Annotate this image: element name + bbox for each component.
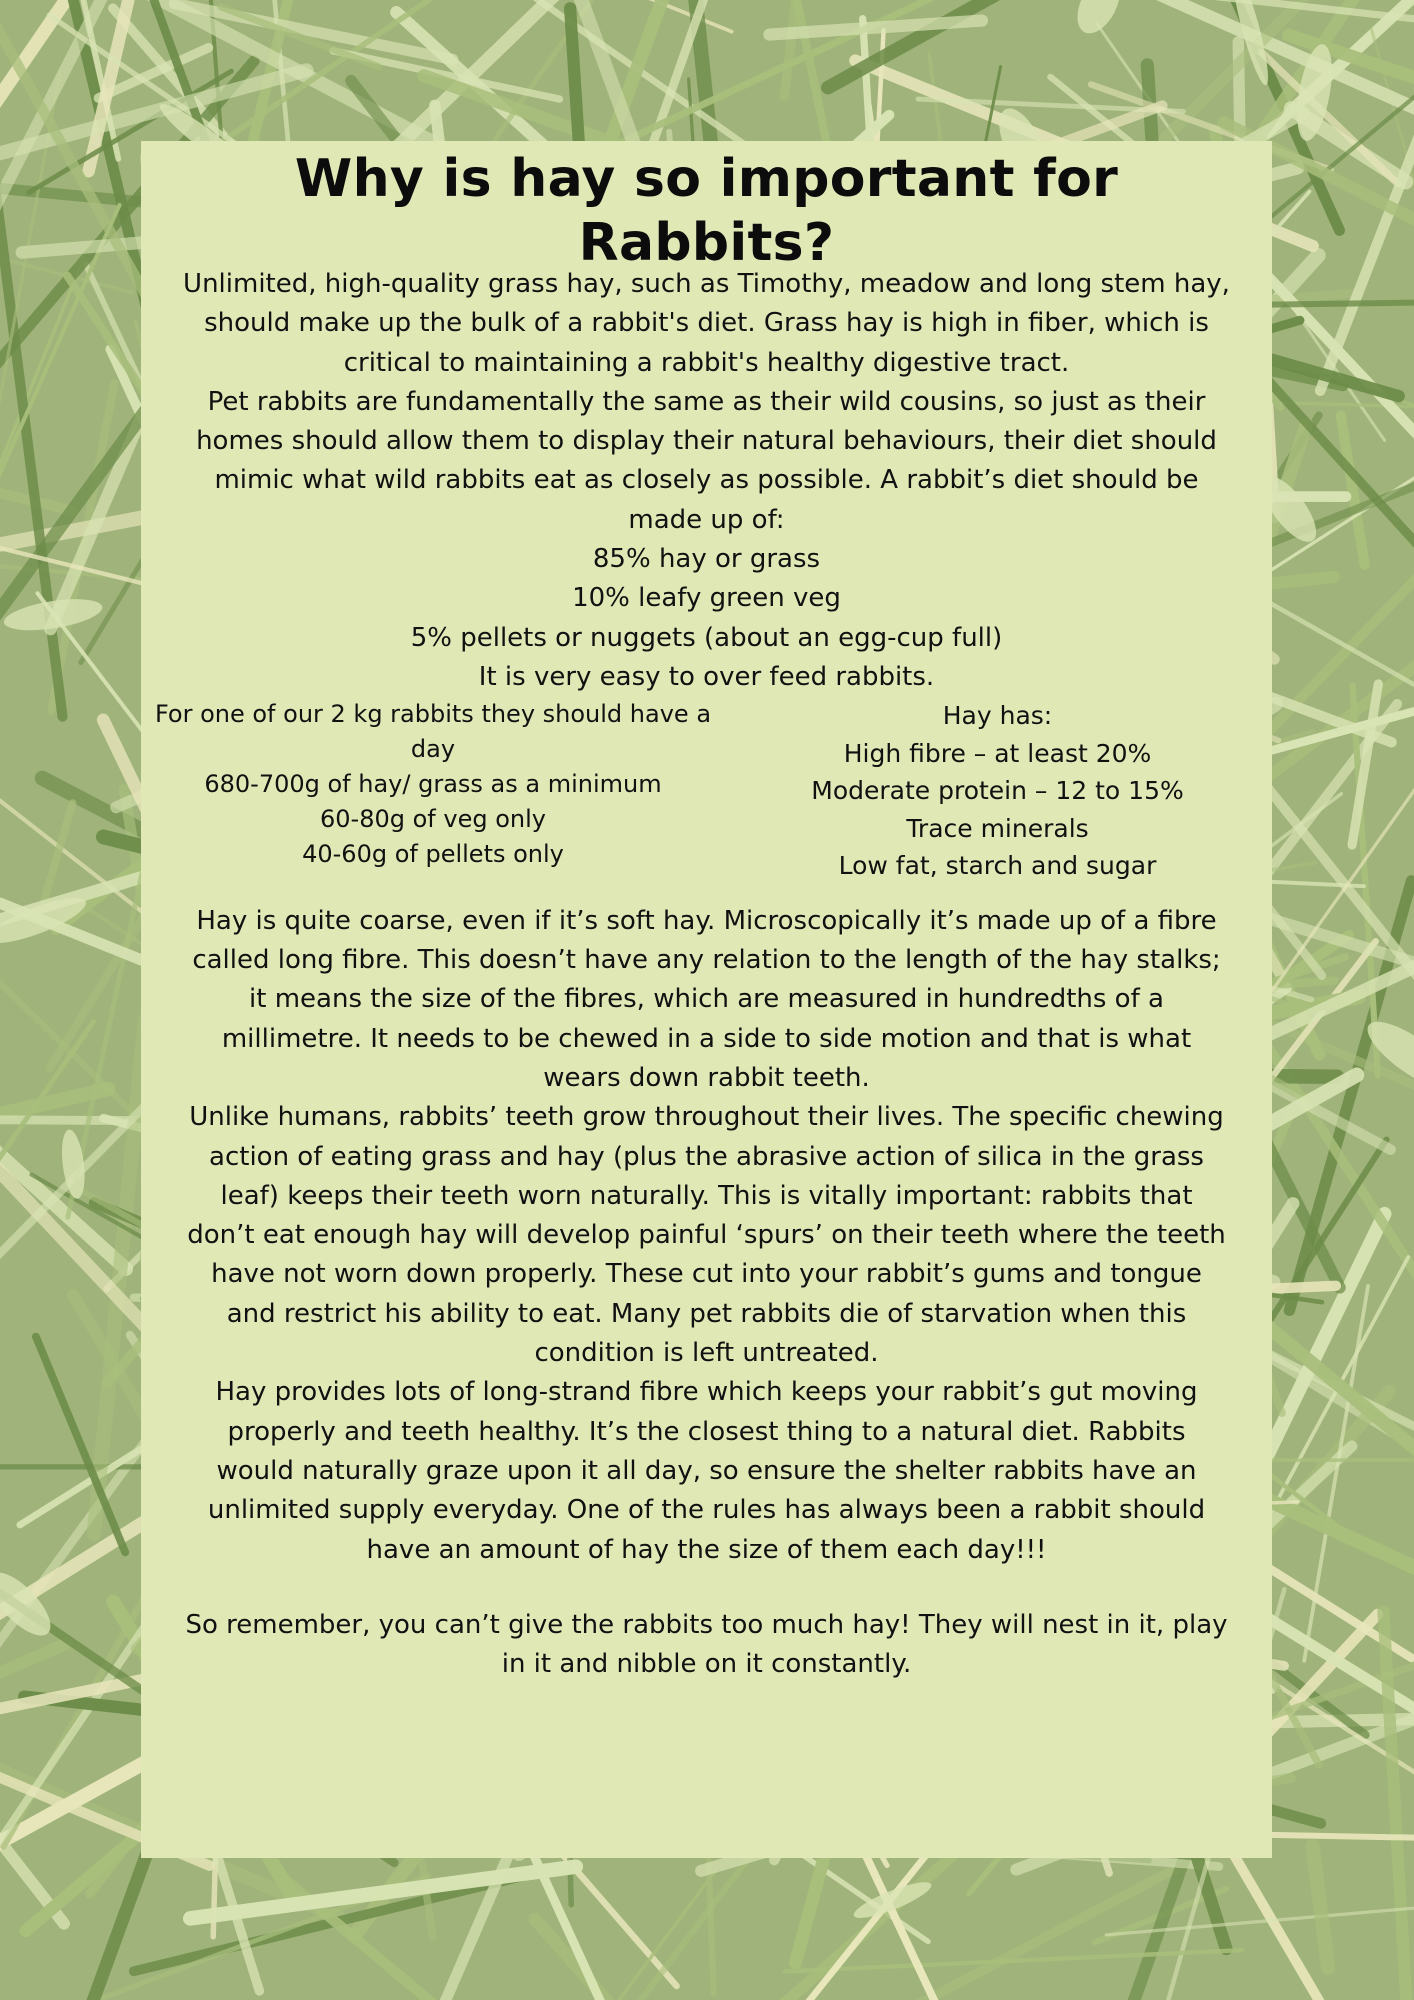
feeding-item: 40-60g of pellets only [302, 840, 564, 869]
body-line: and restrict his ability to eat. Many pet rabbits die of starvation when this [226, 1298, 1187, 1329]
body-line: Hay is quite coarse, even if it’s soft hay. Microscopically it’s made up of a fibre [196, 905, 1217, 936]
grass-seed-head [1069, 0, 1129, 40]
intro-line: made up of: [628, 504, 785, 535]
hay-strand [1341, 416, 1365, 565]
hay-has-item: Low fat, starch and sugar [838, 851, 1157, 881]
two-column-section [154, 697, 1254, 885]
body-line: millimetre. It needs to be chewed in a side to side motion and that is what [221, 1023, 1192, 1054]
intro-line: should make up the bulk of a rabbit's diet. Grass hay is high in fiber, which is [204, 308, 1209, 339]
feeding-item: 680-700g of hay/ grass as a minimum [204, 770, 662, 799]
hay-has-heading: Hay has: [942, 701, 1053, 731]
content-panel [141, 141, 1272, 1858]
hay-has-column [741, 697, 1254, 885]
feeding-item: 60-80g of veg only [320, 805, 546, 834]
closing-line: in it and nibble on it constantly. [501, 1649, 912, 1680]
intro-paragraph [159, 265, 1254, 697]
diet-pellets-line: 5% pellets or nuggets (about an egg-cup full) [410, 622, 1003, 653]
body-paragraphs [159, 902, 1254, 1570]
body-line: would naturally graze upon it all day, so ensure the shelter rabbits have an [216, 1455, 1197, 1486]
hay-strand [1313, 1846, 1329, 1968]
page-title: Why is hay so important for Rabbits? [294, 149, 1119, 273]
intro-line: critical to maintaining a rabbit's healthy digestive tract. [343, 347, 1070, 378]
body-line: don’t eat enough hay will develop painful ‘spurs’ on their teeth where the teeth [187, 1220, 1226, 1251]
body-line: properly and teeth healthy. It’s the closest thing to a natural diet. Rabbits [227, 1416, 1186, 1447]
hay-strand [709, 1861, 714, 1994]
hay-strand [828, 0, 1115, 88]
body-line: Unlike humans, rabbits’ teeth grow throughout their lives. The specific chewing [189, 1102, 1224, 1133]
body-line: wears down rabbit teeth. [543, 1062, 870, 1093]
hay-strand [0, 1644, 66, 1699]
intro-line: Unlimited, high-quality grass hay, such as Timothy, meadow and long stem hay, [183, 269, 1230, 299]
body-line: have an amount of hay the size of them each day!!! [366, 1534, 1047, 1565]
intro-line: mimic what wild rabbits eat as closely as possible. A rabbit’s diet should be [214, 465, 1199, 496]
body-line: leaf) keeps their teeth worn naturally. This is vitally important: rabbits that [220, 1180, 1193, 1211]
body-line: action of eating grass and hay (plus the abrasive action of silica in the grass [209, 1141, 1204, 1172]
diet-hay-line: 85% hay or grass [592, 544, 821, 575]
hay-has-item: High fibre – at least 20% [843, 738, 1152, 768]
feeding-intro: For one of our 2 kg rabbits they should have a day [154, 700, 712, 764]
closing-line: So remember, you can’t give the rabbits too much hay! They will nest in it, play [185, 1609, 1228, 1640]
body-line: unlimited supply everyday. One of the rules has always been a rabbit should [207, 1495, 1206, 1526]
closing-paragraph [159, 1606, 1254, 1685]
overfeed-warning: It is very easy to over feed rabbits. [478, 661, 935, 692]
diet-veg-line: 10% leafy green veg [572, 583, 841, 614]
body-line: have not worn down properly. These cut into your rabbit’s gums and tongue [211, 1259, 1202, 1290]
feeding-amounts-column [147, 697, 719, 885]
body-line: it means the size of the fibres, which are measured in hundredths of a [249, 984, 1164, 1015]
body-line: condition is left untreated. [534, 1338, 879, 1369]
body-line: Hay provides lots of long-strand fibre which keeps your rabbit’s gut moving [215, 1377, 1198, 1408]
intro-line: Pet rabbits are fundamentally the same as their wild cousins, so just as their [207, 386, 1206, 417]
hay-has-item: Moderate protein – 12 to 15% [811, 776, 1184, 806]
body-line: called long fibre. This doesn’t have any relation to the length of the hay stalks; [192, 945, 1221, 976]
intro-line: homes should allow them to display their natural behaviours, their diet should [196, 426, 1217, 457]
hay-has-item: Trace minerals [906, 813, 1089, 843]
